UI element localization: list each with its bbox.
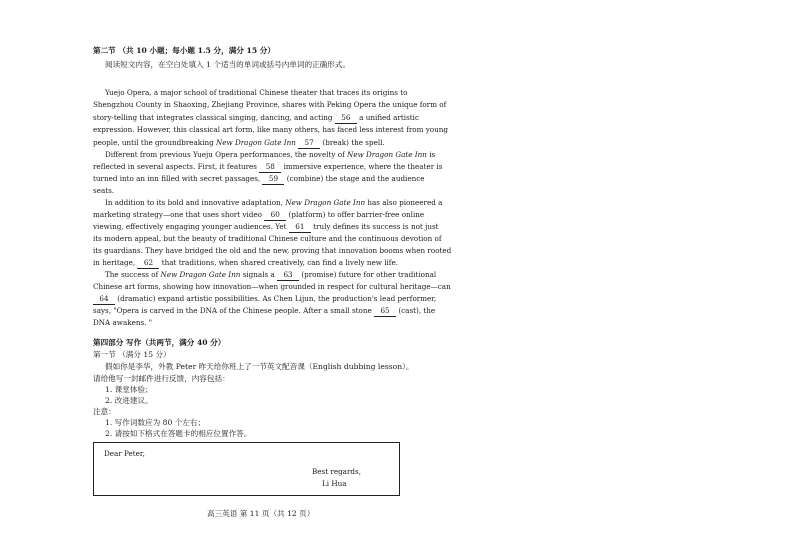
passage-line: 64 (dramatic) expand artistic possibilities. As Chen Lijun, the production's lead performer, xyxy=(93,294,436,305)
letter-closing: Best regards, xyxy=(312,467,361,476)
passage-line: story-telling that integrates classical singing, dancing, and acting 56 a unified artistic xyxy=(93,113,419,122)
answer-blank-63[interactable]: 63 xyxy=(277,270,299,281)
writing-item: 2. 改进建议。 xyxy=(105,396,153,405)
passage-line: expression. However, this classical art form, like many others, has faced less interest from young xyxy=(93,125,448,134)
part4-section1: 第一节 （满分 15 分） xyxy=(93,350,171,359)
passage-line: Different from previous Yueju Opera performances, the novelty of New Dragon Gate Inn is xyxy=(105,150,436,159)
passage-line: In addition to its bold and innovative adaptation, New Dragon Gate Inn has also pioneered a xyxy=(105,198,443,207)
section-title: 第二节 （共 10 小题；每小题 1.5 分，满分 15 分） xyxy=(93,46,275,55)
passage-line: DNA awakens. " xyxy=(93,318,153,327)
answer-blank-56[interactable]: 56 xyxy=(335,113,357,124)
passage-line: marketing strategy—one that uses short video 60 (platform) to offer barrier-free online xyxy=(93,210,425,219)
passage-line: Yuejo Opera, a major school of traditional Chinese theater that traces its origins to xyxy=(105,88,408,97)
passage-line: The success of New Dragon Gate Inn signals a 63 (promise) future for other traditional xyxy=(105,270,437,279)
passage-line: its guardians. They have bridged the old and the new, proving that innovation booms when rooted xyxy=(93,246,452,255)
writing-note: 1. 写作词数应为 80 个左右； xyxy=(105,418,206,427)
letter-greeting: Dear Peter, xyxy=(104,449,145,458)
answer-blank-65[interactable]: 65 xyxy=(374,306,396,317)
answer-blank-58[interactable]: 58 xyxy=(259,162,281,173)
title-italic: New Dragon Gate Inn xyxy=(160,270,241,279)
passage-line: in heritage, 62 that traditions, when shared creatively, can find a lively new life. xyxy=(93,258,399,267)
title-italic: New Dragon Gate Inn xyxy=(347,150,427,159)
passage-line: Shengzhou County in Shaoxing, Zhejiang Province, shares with Peking Opera the unique form of xyxy=(93,100,447,109)
answer-blank-57[interactable]: 57 xyxy=(298,138,320,149)
passage-line: Chinese art forms, showing how innovation—when grounded in respect for cultural heritage—can xyxy=(93,282,451,291)
page-footer: 高三英语 第 11 页（共 12 页） xyxy=(207,509,315,518)
answer-blank-59[interactable]: 59 xyxy=(262,174,284,185)
writing-item: 1. 课堂体验； xyxy=(105,385,153,394)
writing-prompt: 假如你是李华，外教 Peter 昨天给你班上了一节英文配音课（English dubbing lesson）。 xyxy=(105,362,414,371)
title-italic: New Dragon Gate Inn xyxy=(215,138,296,147)
passage-line: its modern appeal, but the beauty of traditional Chinese culture and the continuous devotion of xyxy=(93,234,442,243)
passage-line: seats. xyxy=(93,186,115,195)
answer-blank-62[interactable]: 62 xyxy=(137,258,159,269)
passage-line: viewing, effectively engaging younger audiences. Yet 61 truly defines its success is not just xyxy=(93,222,439,231)
section-instruction: 阅读短文内容，在空白处填入 1 个适当的单词或括号内单词的正确形式。 xyxy=(105,60,351,69)
passage-line: people, until the groundbreaking New Dragon Gate Inn 57 (break) the spell. xyxy=(93,138,385,147)
answer-blank-64[interactable]: 64 xyxy=(93,294,115,305)
letter-signature: Li Hua xyxy=(322,479,347,488)
passage-line: turned into an inn filled with secret passages, 59 (combine) the stage and the audience xyxy=(93,174,425,183)
title-italic: New Dragon Gate Inn xyxy=(285,198,366,207)
writing-note: 2. 请按如下格式在答题卡的相应位置作答。 xyxy=(105,429,252,438)
answer-blank-61[interactable]: 61 xyxy=(289,222,311,233)
writing-note-label: 注意： xyxy=(93,407,116,416)
passage-line: reflected in several aspects. First, it features 58 immersive experience, where the theater is xyxy=(93,162,443,171)
part4-title: 第四部分 写作（共两节，满分 40 分） xyxy=(93,338,226,347)
passage-line: says, "Opera is carved in the DNA of the Chinese people. After a small stone 65 (cast), the xyxy=(93,306,436,315)
writing-prompt-2: 请给他写一封邮件进行反馈，内容包括： xyxy=(93,374,230,383)
answer-blank-60[interactable]: 60 xyxy=(264,210,286,221)
letter-answer-box[interactable] xyxy=(93,442,400,496)
